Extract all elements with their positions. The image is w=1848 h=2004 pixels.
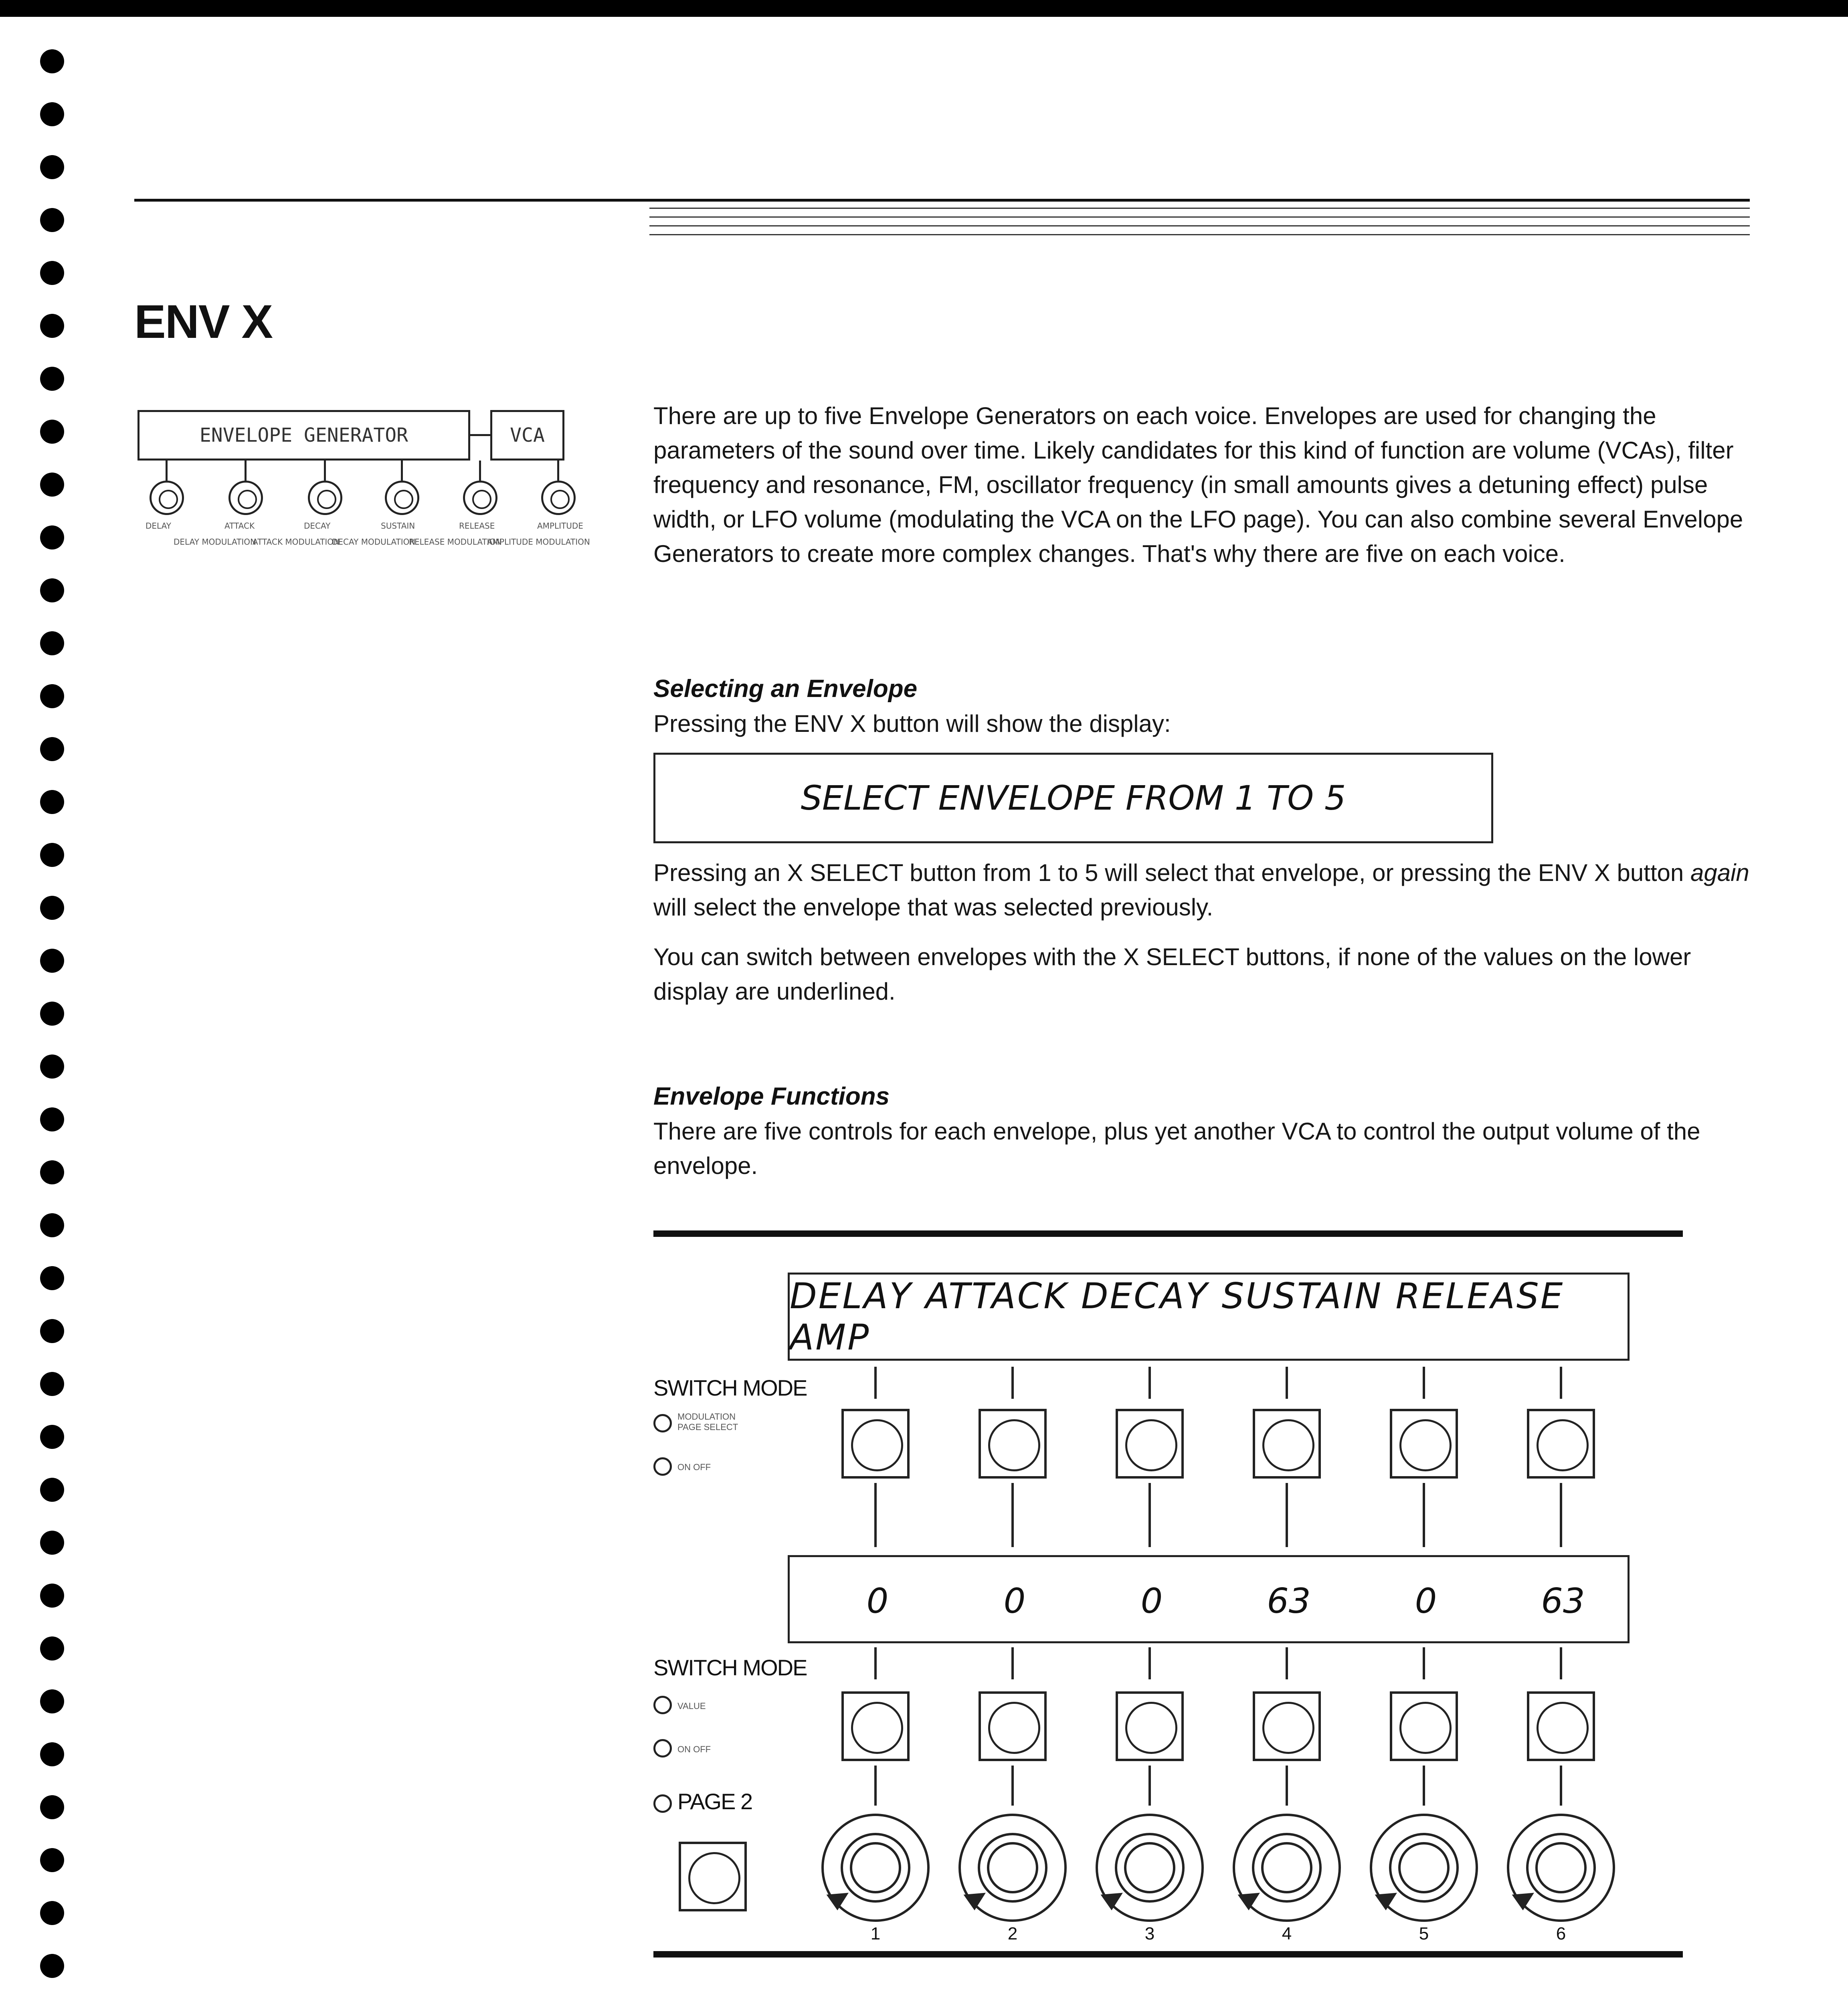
functions-paragraph: There are five controls for each envelope, plus yet another VCA to control the output volume of the envelope.: [653, 1118, 1700, 1179]
connector: [324, 461, 326, 481]
knob-cap: [987, 1842, 1038, 1893]
lower-display: [788, 1555, 1630, 1643]
lower-display-value: 0: [1003, 1581, 1026, 1621]
text-run: Pressing an X SELECT button from 1 to 5 will select that envelope, or pressing the ENV X button: [653, 859, 1690, 886]
connector-line: [1148, 1647, 1151, 1679]
connector: [245, 461, 247, 481]
rotary-knob-6[interactable]: [1507, 1814, 1615, 1922]
binding-hole: [40, 420, 64, 444]
header-hairline: [649, 234, 1750, 235]
connector-line: [874, 1766, 877, 1806]
binding-hole: [40, 1319, 64, 1343]
knob-number: 2: [1007, 1924, 1018, 1943]
lower-display-value: 63: [1541, 1581, 1585, 1621]
binding-hole: [40, 1742, 64, 1766]
knob-number: 4: [1282, 1924, 1292, 1943]
connector-line: [1011, 1647, 1014, 1679]
binding-hole: [40, 314, 64, 338]
lower-select-button-2[interactable]: [979, 1691, 1047, 1761]
connector-line: [1560, 1766, 1562, 1806]
lower-select-button-3[interactable]: [1116, 1691, 1184, 1761]
switch-mode-label-upper: SWITCH MODE: [653, 1375, 807, 1400]
radio-modulation-page[interactable]: [653, 1414, 672, 1432]
lower-select-button-4[interactable]: [1253, 1691, 1321, 1761]
radio-label: VALUE: [677, 1701, 706, 1711]
radio-label: MODULATION PAGE SELECT: [677, 1412, 738, 1432]
connector-line: [1011, 1483, 1014, 1547]
diagram-knob-label: AMPLITUDE: [537, 521, 583, 531]
binding-hole: [40, 208, 64, 232]
binding-hole: [40, 896, 64, 920]
emphasis: again: [1690, 859, 1749, 886]
upper-select-button-5[interactable]: [1390, 1409, 1458, 1479]
diagram-knob-label: DECAY: [304, 521, 331, 531]
panel-bottom-rule: [653, 1951, 1683, 1958]
selecting-heading: Selecting an Envelope: [653, 675, 918, 703]
lower-display-value: 63: [1267, 1581, 1311, 1621]
lower-display-value: 0: [1140, 1581, 1163, 1621]
connector-line: [874, 1367, 877, 1399]
radio-value[interactable]: [653, 1696, 672, 1714]
binding-hole: [40, 631, 64, 655]
binding-hole: [40, 1425, 64, 1449]
binding-hole: [40, 578, 64, 602]
rotary-knob-3[interactable]: [1096, 1814, 1204, 1922]
binding-hole: [40, 525, 64, 549]
generator-box: ENVELOPE GENERATOR: [137, 410, 470, 461]
knob-number: 1: [870, 1924, 881, 1943]
header-hairline: [649, 225, 1750, 226]
knob-number: 5: [1419, 1924, 1429, 1943]
radio-page-2[interactable]: [653, 1794, 672, 1813]
diagram-knob-label: ATTACK: [224, 521, 255, 531]
binding-hole: [40, 1954, 64, 1978]
diagram-knob: [385, 481, 419, 515]
upper-display: [788, 1273, 1630, 1361]
connector-line: [1286, 1367, 1288, 1399]
selecting-paragraph-1: [653, 856, 1754, 925]
binding-hole: [40, 1002, 64, 1026]
connector-line: [1560, 1367, 1562, 1399]
binding-hole: [40, 367, 64, 391]
connector-line: [1286, 1483, 1288, 1547]
binding-hole: [40, 473, 64, 497]
diagram-knob: [541, 481, 576, 515]
diagram-knob-label: SUSTAIN: [381, 521, 415, 531]
functions-heading: Envelope Functions: [653, 1083, 890, 1110]
upper-select-button-4[interactable]: [1253, 1409, 1321, 1479]
lower-select-button-6[interactable]: [1527, 1691, 1595, 1761]
lower-display-value: 0: [866, 1581, 889, 1621]
connector: [470, 434, 490, 436]
connector-line: [1148, 1367, 1151, 1399]
panel-top-rule: [653, 1230, 1683, 1237]
binding-hole: [40, 790, 64, 814]
page-2-button[interactable]: [679, 1842, 747, 1911]
binding-hole: [40, 1160, 64, 1184]
binding-hole: [40, 843, 64, 867]
binding-hole: [40, 1636, 64, 1661]
section-title: ENV X: [134, 295, 273, 348]
knob-cap: [850, 1842, 901, 1893]
knob-cap: [1261, 1842, 1312, 1893]
selecting-lead: Pressing the ENV X button will show the display:: [653, 710, 1171, 737]
knob-cap: [1535, 1842, 1587, 1893]
knob-cap: [1398, 1842, 1450, 1893]
connector-line: [1148, 1483, 1151, 1547]
vca-box: VCA: [490, 410, 564, 461]
connector: [479, 461, 481, 481]
connector-line: [1423, 1647, 1425, 1679]
diagram-knob: [228, 481, 263, 515]
upper-select-button-3[interactable]: [1116, 1409, 1184, 1479]
scan-top-edge: [0, 0, 1848, 17]
intro-paragraph: There are up to five Envelope Generators on each voice. Envelopes are used for changing the parameters of the sound over time. Likely candidates for this kind of function are volume (VCAs), filter frequency and resonance, FM, oscillator frequency (in small amounts gives a detuning effect) pulse width, or LFO volume (modulating the VCA on the LFO page). You can also combine several Envelope Generators to create more complex changes. That's why there are five on each voice.: [653, 402, 1743, 567]
connector: [166, 461, 168, 481]
connector-line: [1148, 1766, 1151, 1806]
connector-line: [1560, 1647, 1562, 1679]
knob-number: 3: [1144, 1924, 1155, 1943]
knob-cap: [1124, 1842, 1175, 1893]
upper-select-button-2[interactable]: [979, 1409, 1047, 1479]
connector-line: [1423, 1483, 1425, 1547]
radio-label: ON OFF: [677, 1744, 711, 1754]
binding-hole: [40, 1055, 64, 1079]
lower-select-button-5[interactable]: [1390, 1691, 1458, 1761]
binding-hole: [40, 1795, 64, 1819]
diagram-knob: [150, 481, 184, 515]
binding-hole: [40, 261, 64, 285]
radio-label: ON OFF: [677, 1462, 711, 1472]
binding-hole: [40, 1213, 64, 1237]
connector-line: [1286, 1766, 1288, 1806]
connector: [557, 461, 559, 481]
diagram-mod-label: ATTACK MODULATION: [253, 537, 340, 547]
knob-number: 6: [1556, 1924, 1566, 1943]
lower-display-value: 0: [1415, 1581, 1437, 1621]
upper-select-button-6[interactable]: [1527, 1409, 1595, 1479]
diagram-mod-label: RELEASE MODULATION: [409, 537, 502, 547]
upper-select-button-1[interactable]: [841, 1409, 910, 1479]
rotary-knob-4[interactable]: [1233, 1814, 1341, 1922]
diagram-knob-label: RELEASE: [459, 521, 495, 531]
diagram-mod-label: DELAY MODULATION: [174, 537, 256, 547]
binding-hole: [40, 1584, 64, 1608]
selecting-paragraph-2: You can switch between envelopes with the X SELECT buttons, if none of the values on the lower display are underlined.: [653, 943, 1691, 1005]
upper-display-text: DELAY ATTACK DECAY SUSTAIN RELEASE AMP: [790, 1275, 1565, 1358]
rotary-knob-5[interactable]: [1370, 1814, 1478, 1922]
binding-hole: [40, 1107, 64, 1131]
binding-hole: [40, 1266, 64, 1290]
connector-line: [874, 1647, 877, 1679]
binding-hole: [40, 1901, 64, 1925]
lower-select-button-1[interactable]: [841, 1691, 910, 1761]
header-hairline: [649, 208, 1750, 209]
header-rule: [134, 199, 1750, 202]
binding-hole: [40, 1689, 64, 1713]
binding-hole: [40, 737, 64, 761]
binding-hole: [40, 49, 64, 73]
binding-hole: [40, 1848, 64, 1872]
binding-hole: [40, 684, 64, 708]
radio-on-off-lower[interactable]: [653, 1739, 672, 1758]
diagram-mod-label: AMPLITUDE MODULATION: [487, 537, 590, 547]
diagram-knob: [463, 481, 497, 515]
binding-hole: [40, 949, 64, 973]
select-envelope-display: [653, 753, 1493, 843]
select-envelope-text: SELECT ENVELOPE FROM 1 TO 5: [801, 778, 1346, 818]
binding-hole: [40, 1531, 64, 1555]
connector-line: [1423, 1766, 1425, 1806]
diagram-knob: [308, 481, 342, 515]
binding-hole: [40, 1478, 64, 1502]
rotary-knob-1[interactable]: [821, 1814, 930, 1922]
connector-line: [1286, 1647, 1288, 1679]
switch-mode-label-lower: SWITCH MODE: [653, 1655, 807, 1680]
binding-hole: [40, 1372, 64, 1396]
binding-hole: [40, 102, 64, 126]
page-2-label: PAGE 2: [677, 1789, 752, 1814]
binding-hole: [40, 155, 64, 179]
connector-line: [1560, 1483, 1562, 1547]
connector-line: [1011, 1367, 1014, 1399]
connector-line: [874, 1483, 877, 1547]
diagram-knob-label: DELAY: [146, 521, 171, 531]
diagram-mod-label: DECAY MODULATION: [332, 537, 416, 547]
rotary-knob-2[interactable]: [958, 1814, 1067, 1922]
header-hairline: [649, 216, 1750, 218]
connector: [401, 461, 403, 481]
radio-on-off-upper[interactable]: [653, 1457, 672, 1476]
connector-line: [1423, 1367, 1425, 1399]
connector-line: [1011, 1766, 1014, 1806]
text-run: will select the envelope that was selected previously.: [653, 894, 1213, 921]
